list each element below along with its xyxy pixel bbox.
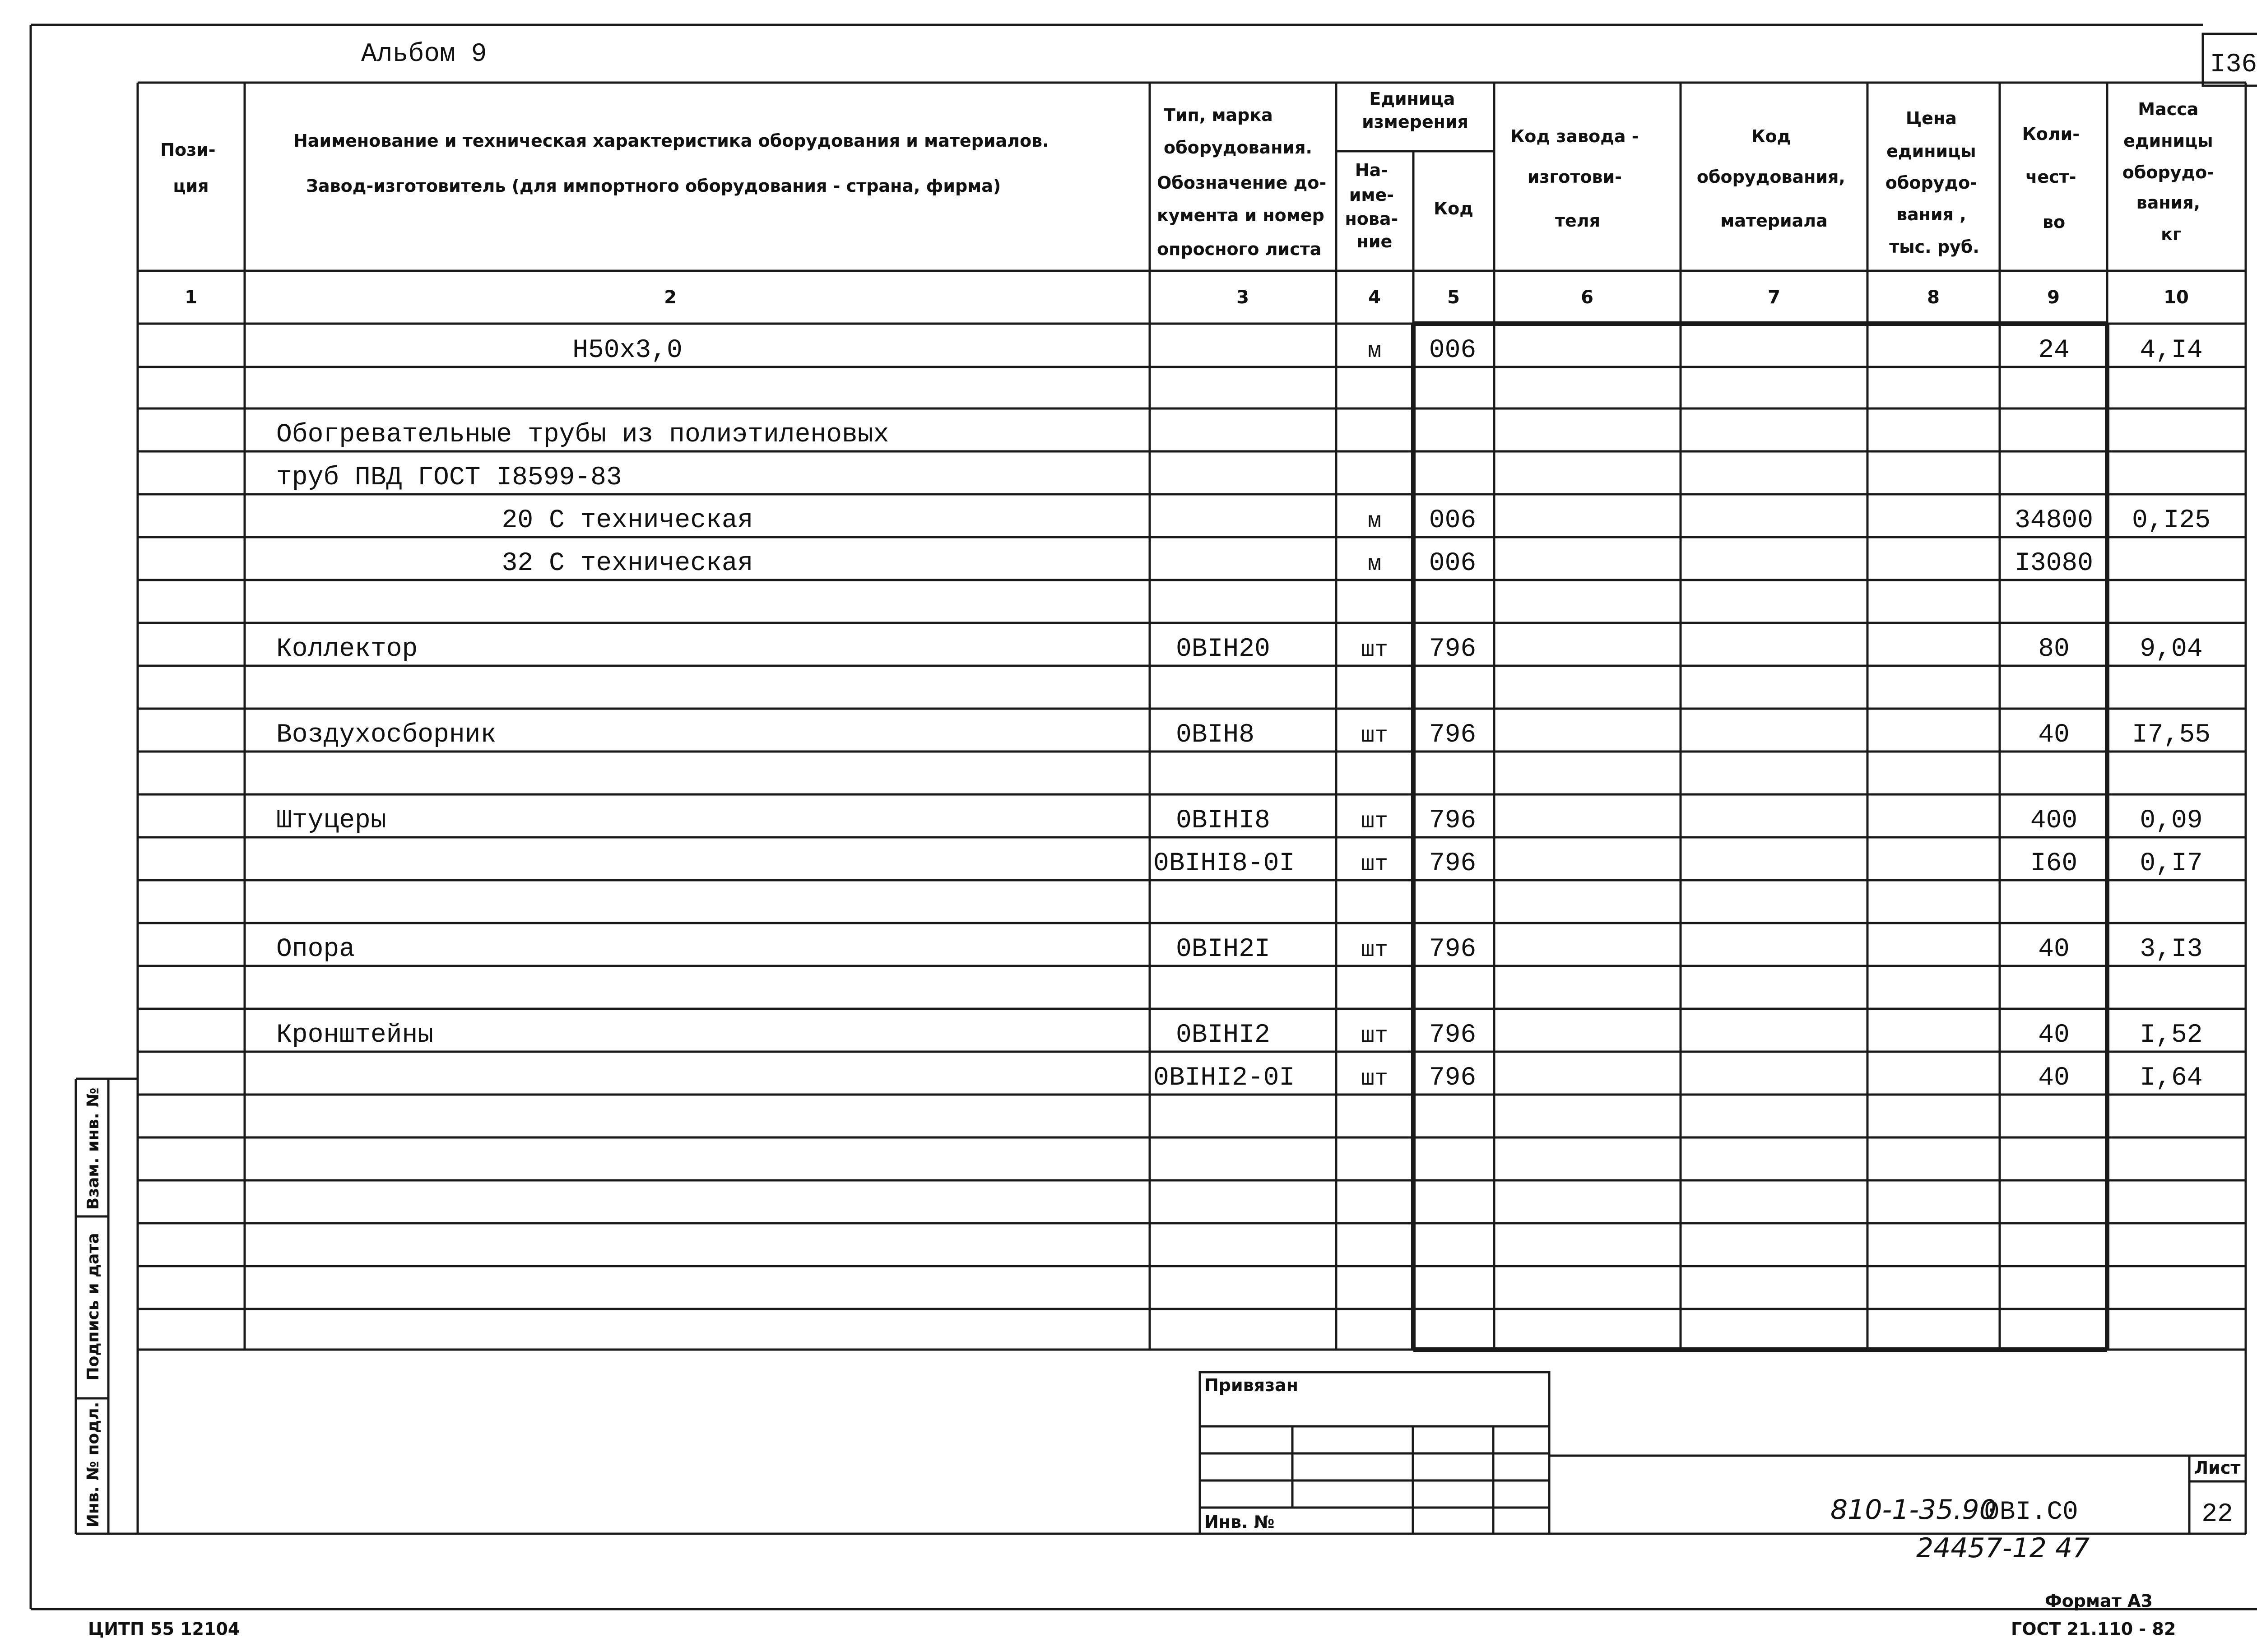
col-number: 7 [1768,287,1780,308]
table-row [276,935,2203,964]
row-quantity: 400 [2030,806,2078,835]
row-code: 796 [1429,635,1477,664]
row-code: 006 [1429,506,1477,535]
header-quantity: Коли- чест- во [2022,124,2080,232]
table-row [276,720,2211,750]
row-mass: 0,I7 [2140,849,2203,878]
row-quantity: 40 [2038,720,2070,750]
table-row [1153,849,2203,878]
page-number-top: I36 [2210,50,2257,79]
row-name: труб ПВД ГОСТ I8599-83 [276,463,622,492]
table-row [502,506,2211,535]
album-title: Альбом 9 [361,40,487,69]
title-block [1200,1372,2246,1534]
stamp-sheet-label: Лист [2194,1458,2241,1478]
row-mass: I,52 [2140,1021,2203,1050]
row-type: 0BIHI8-0I [1153,849,1295,878]
row-name: Опора [276,935,355,964]
row-type: 0BIH8 [1176,720,1255,750]
col-number: 3 [1236,287,1249,308]
row-type: 0BIHI2-0I [1153,1063,1295,1093]
row-code: 006 [1429,336,1477,365]
row-name: Обогревательные трубы из полиэтиленовых [276,420,889,450]
row-unit: м [1367,509,1382,534]
table-row [572,336,2202,365]
header-price: Цена единицы оборудо- вания , тыс. руб. [1885,108,1979,257]
header-mass: Масса единицы оборудо- вания, кг [2122,99,2215,244]
row-unit: м [1367,339,1382,364]
side-label-replacement-inv: Взам. инв. № [84,1087,102,1210]
row-unit: шт [1361,1023,1389,1049]
footer-left: ЦИТП 55 12104 [88,1619,240,1639]
table-row [276,635,2203,664]
col-number: 8 [1927,287,1940,308]
table-row [502,549,2093,578]
row-unit: м [1367,552,1382,577]
header-unit-group: Единица измерения [1362,89,1468,132]
table-body [276,336,2211,1093]
header-unit-code: Код [1434,199,1473,218]
row-mass: 3,I3 [2140,935,2203,964]
header-type: Тип, марка оборудования. Обозначение до- кумента и номер опросного листа [1157,105,1327,259]
row-name: 20 С техническая [502,506,753,535]
row-mass: 0,I25 [2132,506,2211,535]
row-unit: шт [1361,852,1389,877]
table-row [276,420,889,450]
col-number: 10 [2164,287,2189,308]
row-name: Штуцеры [276,806,386,835]
row-unit: шт [1361,937,1389,963]
row-code: 796 [1429,720,1477,750]
col-number: 4 [1368,287,1381,308]
row-name: 32 С техническая [502,549,753,578]
row-quantity: 34800 [2014,506,2094,535]
row-quantity: 24 [2038,336,2070,365]
col-number: 6 [1581,287,1593,308]
table-row [1153,1063,2203,1093]
row-mass: I,64 [2140,1063,2203,1093]
row-type: 0BIHI8 [1176,806,1270,835]
row-quantity: 40 [2038,1021,2070,1050]
row-code: 796 [1429,849,1477,878]
row-type: 0BIHI2 [1176,1021,1270,1050]
header-unit-name: На- име- нова- ние [1345,160,1398,251]
footer-gost: ГОСТ 21.110 - 82 [2011,1619,2176,1639]
table-header [160,89,2220,259]
row-name: Коллектор [276,635,418,664]
row-code: 796 [1429,935,1477,964]
stamp-sheet-number: 22 [2201,1500,2233,1529]
row-mass: 9,04 [2140,635,2203,664]
row-unit: шт [1361,637,1389,663]
stamp-inv-no: Инв. № [1204,1512,1275,1532]
row-unit: шт [1361,1066,1389,1092]
row-code: 006 [1429,549,1477,578]
row-unit: шт [1361,809,1389,835]
table-row [276,806,2203,835]
row-quantity: 80 [2038,635,2070,664]
side-stamp [76,1079,138,1534]
stamp-code: 0BI.C0 [1984,1498,2078,1527]
row-mass: 4,I4 [2140,336,2203,365]
col-number: 5 [1447,287,1460,308]
row-quantity: 40 [2038,935,2070,964]
table-row [276,463,622,492]
side-label-signature-date: Подпись и дата [84,1233,102,1381]
row-name: H50x3,0 [572,336,683,365]
handwritten-number: 24457-12 47 [1916,1532,2090,1564]
header-position: Пози- ция [160,140,216,196]
row-name: Кронштейны [276,1021,434,1050]
side-label-original-inv: Инв. № подл. [84,1401,102,1528]
col-number: 2 [664,287,677,308]
row-mass: 0,09 [2140,806,2203,835]
row-code: 796 [1429,1021,1477,1050]
row-lines [138,367,2246,1309]
stamp-privyazan: Привязан [1204,1375,1299,1395]
table-row [276,1021,2203,1050]
row-quantity: I60 [2030,849,2078,878]
page-number-box [2203,34,2257,86]
row-type: 0BIH2I [1176,935,1270,964]
footer-format: Формат А3 [2045,1591,2153,1611]
row-quantity: 40 [2038,1063,2070,1093]
row-code: 796 [1429,1063,1477,1093]
header-name: Наименование и техническая характеристика оборудования и материалов. Завод-изготовитель (для импортного оборудования - страна, фирма) [293,131,1049,196]
row-quantity: I3080 [2014,549,2094,578]
row-type: 0BIH20 [1176,635,1270,664]
header-factory-code: Код завода - изготови- теля [1510,126,1639,231]
row-unit: шт [1361,723,1389,749]
footer [88,1591,2176,1639]
col-number: 1 [185,287,197,308]
column-number-row [185,287,2189,308]
row-mass: I7,55 [2132,720,2211,750]
row-name: Воздухосборник [276,720,497,750]
stamp-designation: 810-1-35.90 [1830,1494,1997,1526]
row-code: 796 [1429,806,1477,835]
header-equipment-code: Код оборудования, материала [1696,126,1845,231]
col-number: 9 [2047,287,2060,308]
